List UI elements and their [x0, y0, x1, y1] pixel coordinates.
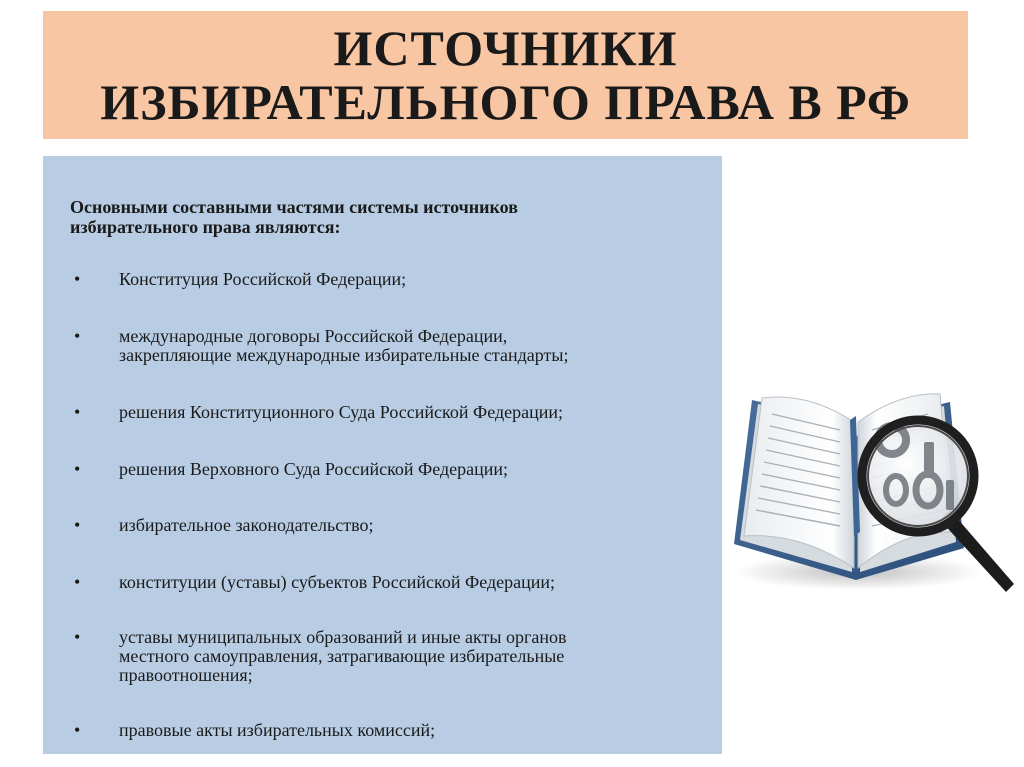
sources-panel [43, 156, 722, 754]
intro-line-2: избирательного права являются: [70, 217, 341, 237]
bullet-icon: • [74, 459, 81, 479]
page-title-line-1: ИСТОЧНИКИ [333, 20, 678, 76]
list-item-line: правоотношения; [119, 665, 253, 685]
book-magnifier-icon [728, 372, 1024, 602]
bullet-icon: • [74, 515, 81, 535]
list-item [70, 403, 682, 422]
bullet-icon: • [74, 269, 81, 289]
bullet-icon: • [74, 326, 81, 346]
list-item [70, 327, 682, 365]
page-title-line-2: ИЗБИРАТЕЛЬНОГО ПРАВА В РФ [100, 74, 911, 130]
list-item-text [119, 628, 682, 685]
list-item-line: местного самоуправления, затрагивающие избирательные [119, 646, 565, 666]
list-item-text [119, 327, 682, 365]
intro-line-1: Основными составными частями системы источников [70, 197, 518, 217]
list-item-line: конституции (уставы) субъектов Российской Федерации; [119, 572, 555, 592]
list-item [70, 628, 682, 685]
list-item-line: решения Конституционного Суда Российской Федерации; [119, 402, 563, 422]
list-item [70, 460, 682, 479]
list-item-text [119, 516, 682, 535]
list-item [70, 270, 682, 289]
list-item-text [119, 270, 682, 289]
list-item-text [119, 403, 682, 422]
bullet-icon: • [74, 720, 81, 740]
intro-text [70, 197, 670, 237]
list-item-line: избирательное законодательство; [119, 515, 374, 535]
list-item-line: Конституция Российской Федерации; [119, 269, 407, 289]
list-item-text [119, 460, 682, 479]
title-banner [43, 11, 968, 139]
list-item-line: закрепляющие международные избирательные стандарты; [119, 345, 569, 365]
sources-list [70, 270, 682, 740]
list-item-line: международные договоры Российской Федерации, [119, 326, 508, 346]
list-item-text [119, 573, 682, 592]
list-item [70, 721, 682, 740]
list-item [70, 516, 682, 535]
list-item [70, 573, 682, 592]
list-item-line: решения Верховного Суда Российской Федерации; [119, 459, 509, 479]
bullet-icon: • [74, 402, 81, 422]
list-item-line: уставы муниципальных образований и иные акты органов [119, 627, 567, 647]
bullet-icon: • [74, 572, 81, 592]
bullet-icon: • [74, 627, 81, 647]
list-item-text [119, 721, 682, 740]
list-item-line: правовые акты избирательных комиссий; [119, 720, 436, 740]
